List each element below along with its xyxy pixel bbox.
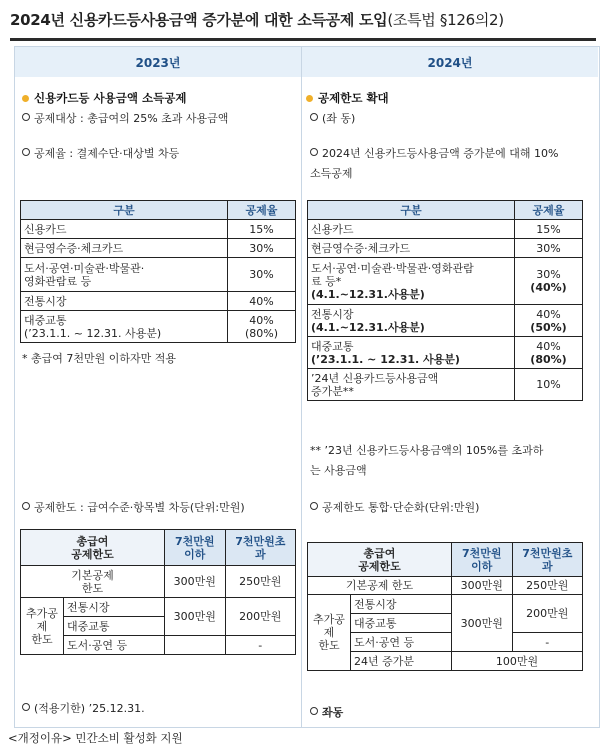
left-rate-header-category: 구분 (21, 201, 228, 220)
right-limit-col1: 7천만원 이하 (451, 543, 512, 577)
right-limit-new-label: 24년 증가분 (351, 652, 452, 671)
circle-bullet-icon (310, 113, 318, 121)
left-limit-extra-item: 도서·공연 등 (64, 636, 165, 655)
column-separator (301, 46, 302, 727)
bullet-dot-icon (306, 95, 313, 102)
left-limit-col2: 7천만원초 과 (225, 530, 295, 566)
left-limit-line (22, 500, 245, 515)
right-limit-line (310, 500, 479, 515)
right-rate-row-label (308, 258, 515, 305)
left-limit-extra-item: 대중교통 (64, 617, 165, 636)
right-rate-row-label-text: 도서·공연·미술관·박물관·영화관람 료 등* (311, 261, 474, 288)
right-rate-header-category: 구분 (308, 201, 515, 220)
right-rate-row-label-text: 대중교통 (311, 339, 354, 353)
right-line-same (310, 111, 355, 126)
right-limit-extra-item: 도서·공연 등 (351, 633, 452, 652)
right-line-new (310, 146, 558, 161)
right-line2a-text: 2024년 신용카드등사용금액 증가분에 대해 10% (322, 147, 559, 160)
circle-bullet-icon (310, 502, 318, 510)
right-rate-row-label: 신용카드 (308, 220, 515, 239)
right-rate-value-text: 40% (536, 307, 561, 321)
left-limit-extra-v2: 200만원 (225, 598, 295, 636)
right-rate-row-value (515, 258, 583, 305)
column-header-left: 2023년 (15, 47, 301, 77)
right-rate-value-text: 30% (536, 268, 561, 281)
right-rate-value-text: 40% (536, 339, 561, 353)
circle-bullet-icon (22, 502, 30, 510)
title-divider (10, 38, 596, 41)
right-limit-basic-label: 기본공제 한도 (308, 577, 452, 595)
right-rate-table (307, 200, 583, 401)
left-line1-text: 공제대상 : 총급여의 25% 초과 사용금액 (34, 112, 229, 125)
left-limit-col1: 7천만원 이하 (164, 530, 225, 566)
right-rate-value-bold: (50%) (530, 320, 567, 334)
right-limit-basic-v2: 250만원 (512, 577, 582, 595)
circle-bullet-icon (22, 703, 30, 711)
right-rate-row-value: 15% (515, 220, 583, 239)
right-rate-row-label: 현금영수증·체크카드 (308, 239, 515, 258)
right-rate-header-rate: 공제율 (515, 201, 583, 220)
right-rate-value-bold: (40%) (530, 281, 567, 294)
title-sub: (조특법 §126의2) (387, 11, 504, 29)
left-heading-text: 신용카드등 사용금액 소득공제 (34, 91, 187, 105)
left-limit-text: 공제한도 : 급여수준·항목별 차등(단위:만원) (34, 501, 245, 514)
left-line-target (22, 111, 228, 126)
right-limit-corner: 총급여 공제한도 (308, 543, 452, 577)
right-limit-col2: 7천만원초 과 (512, 543, 582, 577)
left-footnote: * 총급여 7천만원 이하자만 적용 (22, 352, 176, 365)
right-rate-row-value: 30% (515, 239, 583, 258)
right-rate-row-label-text: 전통시장 (311, 307, 354, 321)
left-limit-corner: 총급여 공제한도 (21, 530, 165, 566)
right-rate-row-label-bold: (4.1.~12.31.사용분) (311, 287, 425, 301)
left-section-heading (22, 90, 186, 106)
left-limit-table (20, 529, 296, 655)
circle-bullet-icon (22, 148, 30, 156)
circle-bullet-icon (310, 707, 318, 715)
right-limit-extra-v3: - (512, 633, 582, 652)
bullet-dot-icon (22, 95, 29, 102)
left-limit-extra-empty (164, 636, 225, 655)
left-rate-header-rate: 공제율 (228, 201, 296, 220)
left-rate-table (20, 200, 296, 343)
right-rate-row-value (515, 337, 583, 369)
right-rate-row-label: ’24년 신용카드등사용금액 증가분** (308, 369, 515, 401)
circle-bullet-icon (22, 113, 30, 121)
circle-bullet-icon (310, 148, 318, 156)
right-limit-text: 공제한도 통합·단순화(단위:만원) (322, 501, 480, 514)
left-line2-text: 공제율 : 결제수단·대상별 차등 (34, 147, 180, 160)
footer-reason: <개정이유> 민간소비 활성화 지원 (8, 731, 183, 745)
left-limit-basic-label: 기본공제 한도 (21, 566, 165, 598)
left-rate-row-value: 15% (228, 220, 296, 239)
right-limit-basic-v1: 300만원 (451, 577, 512, 595)
right-limit-new-value: 100만원 (451, 652, 582, 671)
left-limit-basic-v2: 250만원 (225, 566, 295, 598)
left-rate-row-value: 40% (228, 292, 296, 311)
left-rate-row-value: 30% (228, 258, 296, 292)
right-rate-row-value (515, 305, 583, 337)
right-heading-text: 공제한도 확대 (318, 91, 389, 105)
right-line1-text: (좌 동) (322, 112, 356, 125)
right-rate-row-label-bold: (4.1.~12.31.사용분) (311, 320, 425, 334)
title-main: 2024년 신용카드등사용금액 증가분에 대한 소득공제 도입 (10, 11, 388, 29)
right-limit-extra-item: 대중교통 (351, 614, 452, 633)
left-rate-row-label: 현금영수증·체크카드 (21, 239, 228, 258)
left-limit-extra-v1: 300만원 (164, 598, 225, 636)
left-rate-row-label: 전통시장 (21, 292, 228, 311)
right-period (310, 705, 343, 720)
left-limit-basic-v1: 300만원 (164, 566, 225, 598)
left-period-text: (적용기한) ’25.12.31. (34, 702, 145, 715)
left-line-rate (22, 146, 179, 161)
left-limit-extra-item: 전통시장 (64, 598, 165, 617)
right-period-text: 좌동 (322, 706, 344, 719)
column-header-right: 2024년 (302, 47, 598, 77)
left-period (22, 701, 145, 716)
right-footnote-a: ** ’23년 신용카드등사용금액의 105%를 초과하 (310, 444, 544, 457)
left-limit-extra-label: 추가공 제 한도 (21, 598, 64, 655)
left-rate-row-label: 대중교통 (’23.1.1. ~ 12.31. 사용분) (21, 311, 228, 343)
left-rate-row-label: 도서·공연·미술관·박물관· 영화관람료 등 (21, 258, 228, 292)
left-rate-row-value: 30% (228, 239, 296, 258)
right-rate-value-bold: (80%) (530, 352, 567, 366)
right-limit-extra-item: 전통시장 (351, 595, 452, 614)
right-footnote-b: 는 사용금액 (310, 464, 367, 477)
right-line-new-cont: 소득공제 (310, 167, 353, 180)
right-rate-row-label (308, 337, 515, 369)
page-title (10, 9, 504, 30)
right-limit-extra-v2: 200만원 (512, 595, 582, 633)
right-limit-extra-label: 추가공 제 한도 (308, 595, 351, 671)
right-section-heading (306, 90, 389, 106)
left-rate-row-label: 신용카드 (21, 220, 228, 239)
right-rate-row-label (308, 305, 515, 337)
right-rate-row-label-bold: (’23.1.1. ~ 12.31. 사용분) (311, 352, 460, 366)
right-limit-extra-v1: 300만원 (451, 595, 512, 652)
left-limit-extra-v3: - (225, 636, 295, 655)
right-limit-table (307, 542, 583, 671)
right-rate-row-value: 10% (515, 369, 583, 401)
left-rate-row-value: 40% (80%) (228, 311, 296, 343)
